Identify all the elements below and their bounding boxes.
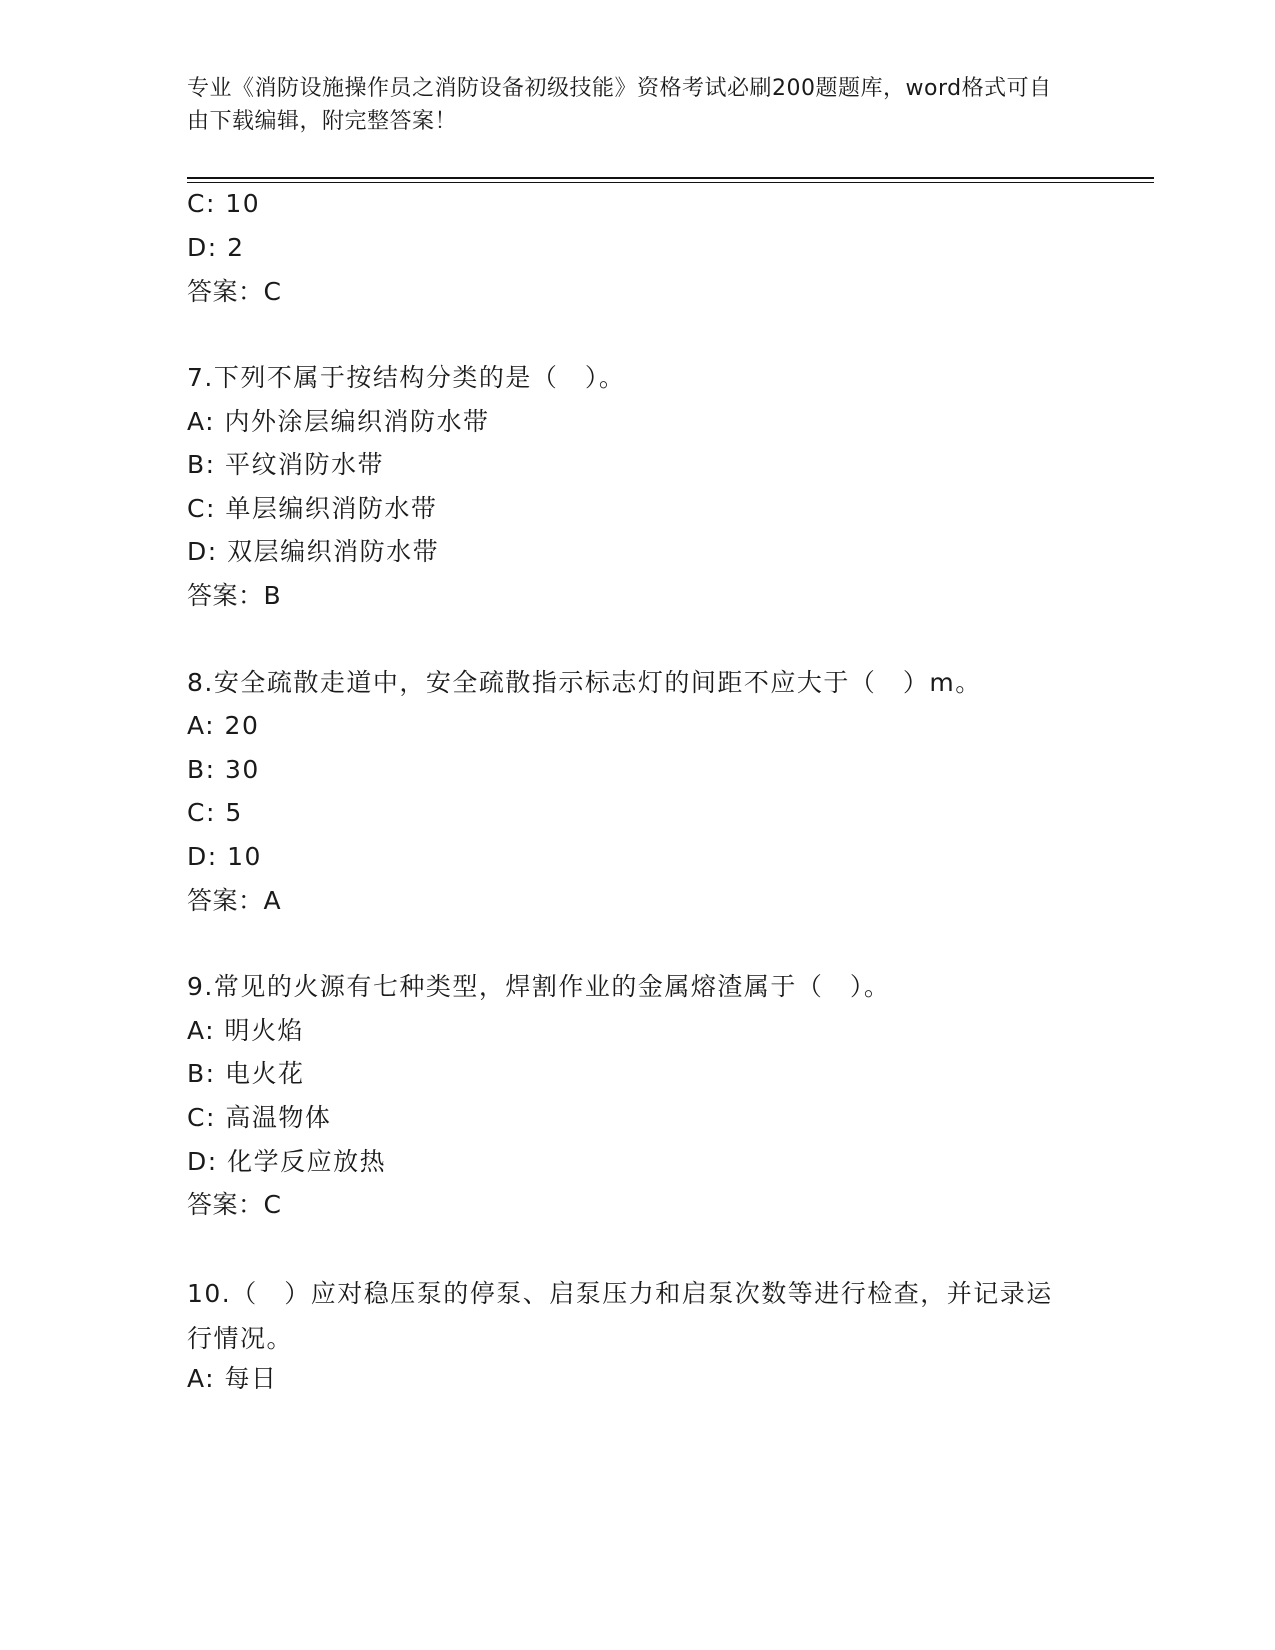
option-b: B: 平纹消防水带 [187, 450, 385, 479]
question-stem: 9.常见的火源有七种类型，焊割作业的金属熔渣属于（ ）。 [187, 972, 891, 1001]
option-d: D: 双层编织消防水带 [187, 537, 440, 566]
question-stem: 8.安全疏散走道中，安全疏散指示标志灯的间距不应大于（ ）m。 [187, 668, 982, 697]
option-c: C: 5 [187, 798, 243, 827]
header-divider-thin [187, 182, 1154, 183]
option-c: C: 高温物体 [187, 1103, 332, 1132]
option-d: D: 10 [187, 842, 262, 871]
option-a: A: 每日 [187, 1364, 278, 1393]
option-c: C: 10 [187, 189, 261, 218]
answer: 答案：C [187, 1190, 282, 1219]
option-a: A: 明火焰 [187, 1016, 305, 1045]
option-b: B: 电火花 [187, 1059, 305, 1088]
option-b: B: 30 [187, 755, 260, 784]
option-a: A: 20 [187, 711, 260, 740]
answer: 答案：B [187, 581, 282, 610]
answer: 答案：C [187, 277, 282, 306]
answer: 答案：A [187, 886, 282, 915]
page-header: 专业《消防设施操作员之消防设备初级技能》资格考试必刷200题题库，word格式可自由下载编辑，附完整答案！ [187, 76, 1052, 134]
header-divider-thick [187, 177, 1154, 179]
option-c: C: 单层编织消防水带 [187, 494, 438, 523]
option-d: D: 2 [187, 233, 245, 262]
option-a: A: 内外涂层编织消防水带 [187, 407, 490, 436]
question-stem: 10.（ ）应对稳压泵的停泵、启泵压力和启泵次数等进行检查，并记录运行情况。 [187, 1279, 1053, 1353]
option-d: D: 化学反应放热 [187, 1147, 387, 1176]
question-stem: 7.下列不属于按结构分类的是（ ）。 [187, 363, 626, 392]
